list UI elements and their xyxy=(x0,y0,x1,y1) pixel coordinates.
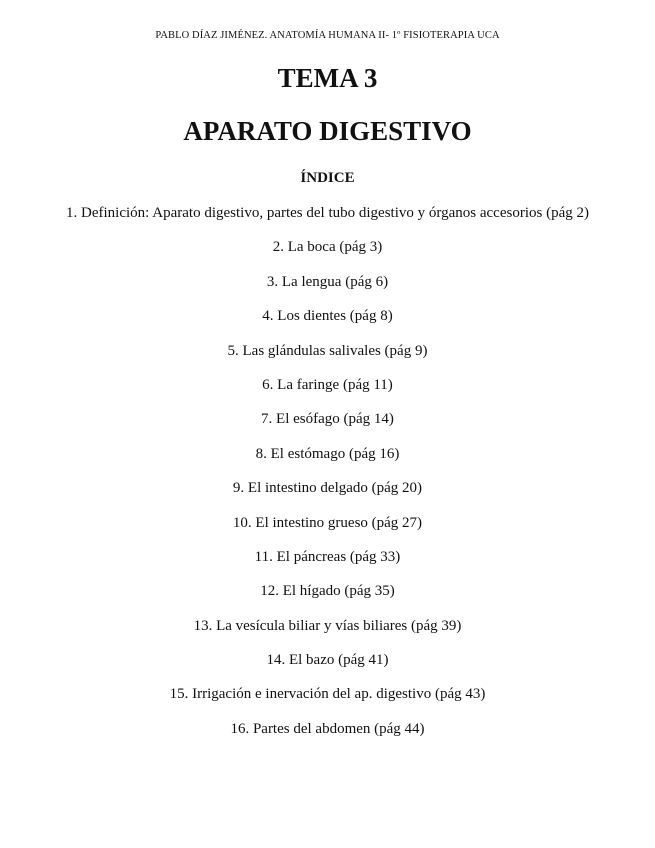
toc-item: 10. El intestino grueso (pág 27) xyxy=(232,514,423,531)
toc-item: 4. Los dientes (pág 8) xyxy=(262,308,393,325)
toc-item: 11. El páncreas (pág 33) xyxy=(254,548,401,565)
toc-item: 12. El hígado (pág 35) xyxy=(260,583,395,600)
running-header: PABLO DÍAZ JIMÉNEZ. ANATOMÍA HUMANA II- 1º FISIOTERAPIA UCA xyxy=(155,30,500,41)
toc-item: 14. El bazo (pág 41) xyxy=(266,652,389,669)
toc-item: 8. El estómago (pág 16) xyxy=(255,445,400,462)
toc-item: 13. La vesícula biliar y vías biliares (pág 39) xyxy=(193,617,462,634)
toc-item: 16. Partes del abdomen (pág 44) xyxy=(230,720,425,737)
topic-subject-title: APARATO DIGESTIVO xyxy=(183,116,472,146)
toc-item: 7. El esófago (pág 14) xyxy=(261,411,394,428)
toc-item: 15. Irrigación e inervación del ap. digestivo (pág 43) xyxy=(169,686,486,703)
topic-number-title: TEMA 3 xyxy=(277,63,378,93)
table-of-contents xyxy=(0,203,655,753)
toc-item: 6. La faringe (pág 11) xyxy=(262,376,393,393)
index-heading: ÍNDICE xyxy=(300,170,355,186)
toc-item: 3. La lengua (pág 6) xyxy=(266,273,389,290)
toc-item: 9. El intestino delgado (pág 20) xyxy=(232,480,423,497)
toc-item: 1. Definición: Aparato digestivo, partes del tubo digestivo y órganos accesorios (pág 2) xyxy=(66,205,589,221)
toc-item: 2. La boca (pág 3) xyxy=(272,239,383,256)
toc-item: 5. Las glándulas salivales (pág 9) xyxy=(227,342,428,359)
